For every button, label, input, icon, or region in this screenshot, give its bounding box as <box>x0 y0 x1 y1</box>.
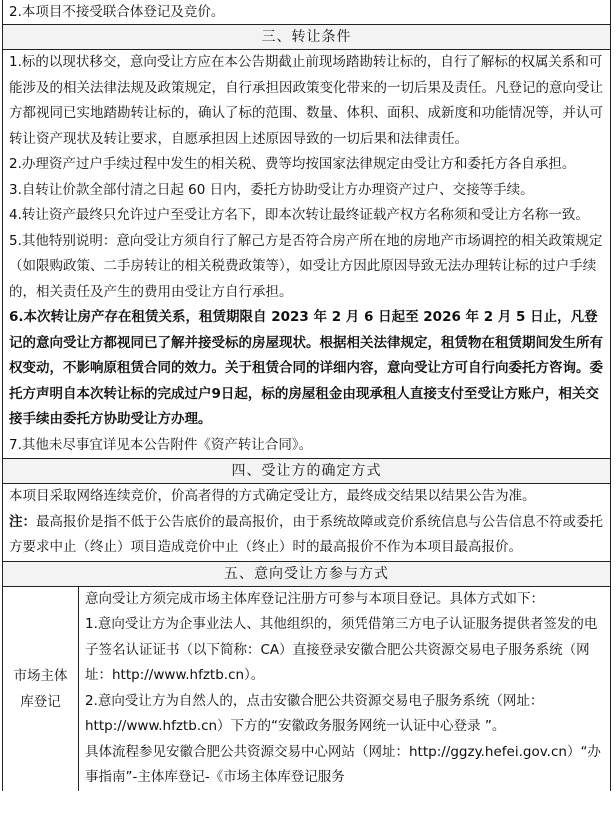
condition-item-2: 2.办理资产过户手续过程中发生的相关税、费等均按国家法律规定由受让方和委托方各自承担。 <box>9 156 576 172</box>
registration-method-1: 1.意向受让方为企事业法人、其他组织的，须凭借第三方电子认证服务提供者签发的电子签名认证证书（以下简称：CA）直接登录安徽合肥公共资源交易电子服务系统（网址：http://www.hfztb.cn）。 <box>85 616 598 683</box>
condition-item-5: 5.其他特别说明：意向受让方须自行了解己方是否符合房产所在地的房地产市场调控的相关政策规定（如限购政策、二手房转让的相关税费政策等），如受让方因此原因导致无法办理转让标的过户手续的，相关责任及产生的费用由受让方自行承担。 <box>9 232 603 300</box>
condition-item-6: 6.本次转让房产存在租赁关系，租赁期限自 2023 年 2 月 6 日起至 2026 年 2 月 5 日止，凡登记的意向受让方都视同已了解并接受标的房屋现状。根据相关法律规定，租赁物在租赁期间发生所有权变动，不影响原租赁合同的效力。关于租赁合同的详细内容，意向受让方可自行向委托方咨询。委托方声明自本次转让标的完成过户9日起，标的房屋租金由现承租人直接支付至受让方账户，相关交接手续由委托方协助受让方办理。 <box>9 309 603 427</box>
section-5-title: 五、意向受让方参与方式 <box>3 562 610 587</box>
note-label: 注： <box>9 513 36 530</box>
bidding-method: 本项目采取网络连续竞价，价高者得的方式确定受让方，最终成交结果以结果公告为准。 <box>9 488 536 504</box>
condition-item-4: 4.转让资产最终只允许过户至受让方名下，即本次转让最终证载产权方名称须和受让方名称一致。 <box>9 207 589 223</box>
section-4-body <box>3 484 610 562</box>
condition-item-1: 1.标的以现状移交，意向受让方应在本公告期截止前现场踏勘转让标的，自行了解标的权属关系和可能涉及的相关法律法规及政策规定，自行承担因政策变化带来的一切后果及责任。凡登记的意向受让方都视同已实地踏勘转让标的，确认了标的范围、数量、体积、面积、成新度和功能情况等，并认可转让资产现状及转让要求，自愿承担因上述原因导致的一切后果和法律责任。 <box>9 54 603 147</box>
note-text: 最高报价是指不低于公告底价的最高报价，由于系统故障或竞价系统信息与公告信息不符或委托方要求中止（终止）项目造成竞价中止（终止）时的最高报价不作为本项目最高报价。 <box>9 513 603 555</box>
registration-method-2: 2.意向受让方为自然人的，点击安徽合肥公共资源交易电子服务系统（网址：http://www.hfztb.cn）下方的“安徽政务服务网统一认证中心登录 ”。 <box>85 692 544 734</box>
condition-item-3: 3.自转让价款全部付清之日起 60 日内，委托方协助受让方办理资产过户、交接等手续。 <box>9 181 534 198</box>
joint-bid-note: 2.本项目不接受联合体登记及竞价。 <box>3 0 610 25</box>
registration-intro: 意向受让方须完成市场主体库登记注册方可参与本项目登记。具体方式如下： <box>85 590 544 607</box>
registration-row <box>3 587 610 791</box>
section-4-title: 四、受让方的确定方式 <box>3 459 610 484</box>
section-3-title: 三、转让条件 <box>3 25 610 50</box>
registration-label: 市场主体库登记 <box>3 587 79 791</box>
announcement-table <box>2 0 611 791</box>
bidding-note <box>9 510 604 561</box>
registration-process: 具体流程参见安徽合肥公共资源交易中心网站（网址：http://ggzy.hefei.gov.cn）“办事指南”-主体库登记-《市场主体库登记服务 <box>85 743 601 785</box>
condition-item-7: 7.其他未尽事宜详见本公告附件《资产转让合同》。 <box>9 436 313 453</box>
registration-content <box>79 587 610 791</box>
section-3-body <box>3 50 610 459</box>
